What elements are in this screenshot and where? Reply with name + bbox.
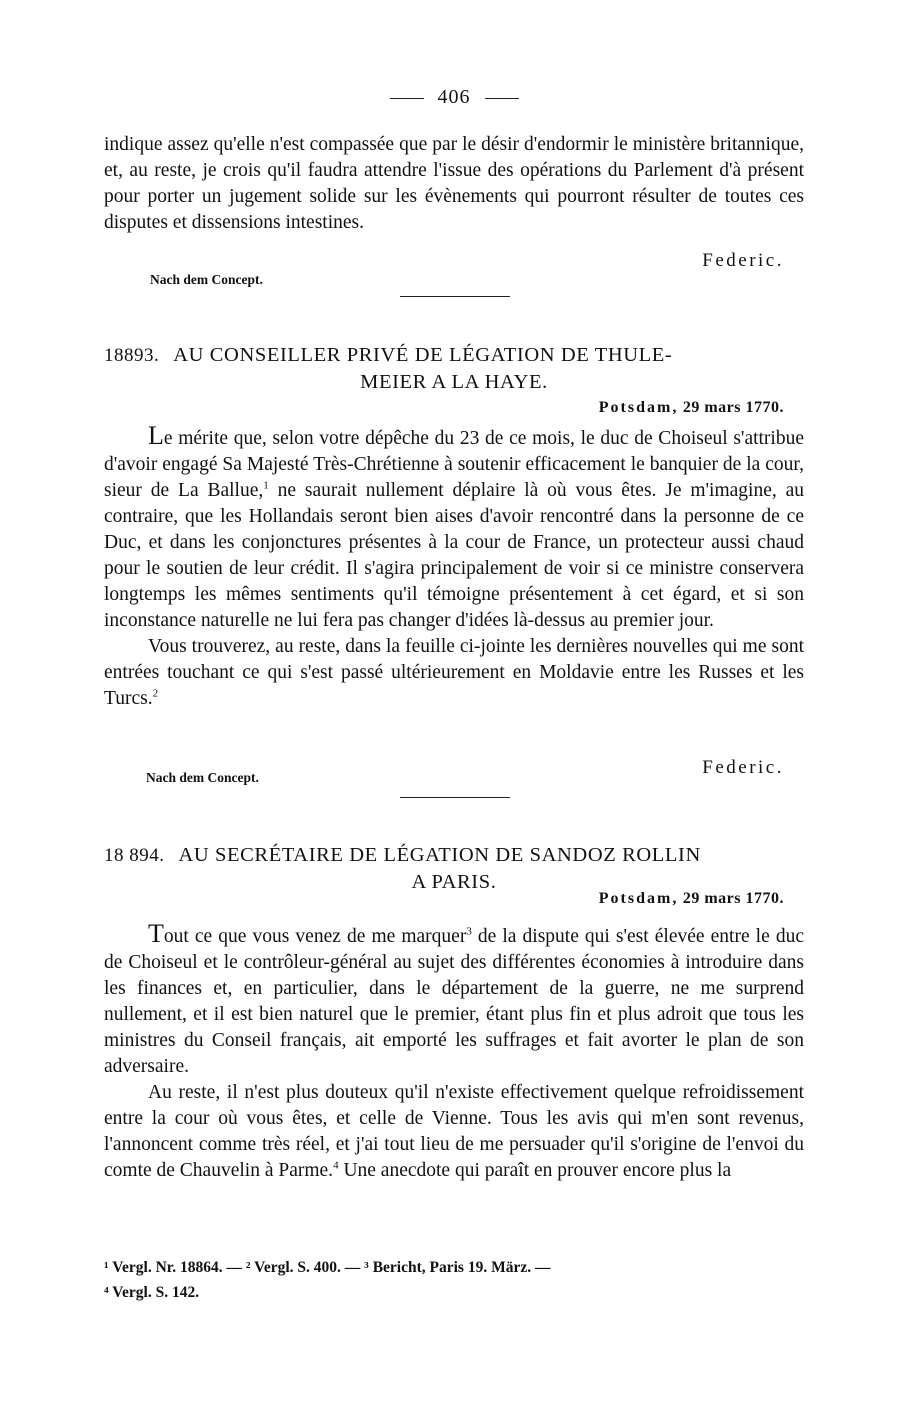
letter-heading [104,842,804,895]
footnote-ref: 2 [152,687,159,700]
page-number: 406 [104,86,804,109]
letter-paragraph: Vous trouverez, au reste, dans la feuille ci-jointe les dernières nouvelles qui me sont entrées touchant ce qui s'est passé ultérieurement en Moldavie entre les Russes et les Turcs.$^2$ [104,636,804,709]
letter-body [104,423,804,712]
letter-heading-line1: AU CONSEILLER PRIVÉ DE LÉGATION DE THULE- [173,344,673,366]
letter-number: 18 894. [104,845,165,866]
letter-heading-line2: MEIER A LA HAYE. [360,371,548,393]
footnote-line: ⁴ Vergl. S. 142. [104,1284,200,1301]
footnote-line: ¹ Vergl. Nr. 18864. — ² Vergl. S. 400. — ³ Bericht, Paris 19. März. — [104,1259,551,1276]
letter-number: 18893. [104,345,160,366]
footnote-ref: 4 [333,1159,339,1172]
footnote-ref: 1 [263,479,269,492]
section-divider [400,797,510,798]
dateline [599,890,784,908]
initial-letter: T [148,919,164,948]
dateline-place: Potsdam, [598,890,679,907]
signature: Federic. [702,250,784,271]
dateline [599,399,784,417]
letter-body [104,921,804,1184]
initial-letter: L [148,421,164,450]
dateline-date: 29 mars 1770. [682,890,784,907]
letter-heading [104,342,804,395]
page-number-dash-left [390,98,424,99]
letter-paragraph: Au reste, il n'est plus douteux qu'il n'existe effectivement quelque refroidissement entre la cour où vous êtes, et celle de Vienne. Tous les avis qui m'en sont revenus, l'annoncent comme très réel, et j'ai tout lieu de me persuader qu'il s'origine de l'envoi du comte de Chauvelin à Parme.$^4$ Une anecdote qui paraît en prouver encore plus la [104,1082,804,1181]
letter-paragraph: Le mérite que, selon votre dépêche du 23 de ce mois, le duc de Choiseul s'attribue d'avoir engagé Sa Majesté Très-Chrétienne à soutenir efficacement le banquier de la cour, sieur de La Ballue,$^1$ ne saurait nullement déplaire là où vous êtes. Je m'imagine, au contraire, que les Hollandais seront bien aises d'avoir rencontré dans la personne de ce Duc, et dans les conjonctures présentes à la cour de France, un protecteur aussi chaud pour le soutien de leur crédit. Il s'agira principalement de voir si ce ministre conservera longtemps les mêmes sentiments qu'il témoigne présentement à cet égard, et si son inconstance naturelle ne lui fera pas changer d'idées là-dessus au premier jour. [104,421,805,631]
dateline-place: Potsdam, [598,399,679,416]
dateline-date: 29 mars 1770. [682,399,784,416]
letter-heading-line2: A PARIS. [411,871,497,893]
source-note: Nach dem Concept. [150,272,263,287]
letter-paragraph: Tout ce que vous venez de me marquer$^3$ de la dispute qui s'est élevée entre le duc de Choiseul et le contrôleur-général au sujet des différentes économies à introduire dans les finances et, en particulier, dans le département de la guerre, ne me surprend nullement, et il est bien naturel que le premier, étant plus fin et plus adroit que tous les ministres du Conseil français, ait emporté les suffrages et fait avorter le plan de son adversaire. [104,919,804,1077]
section-divider [400,296,510,297]
page-number-dash-right [485,98,519,99]
source-note: Nach dem Concept. [146,770,259,785]
continuation-text: indique assez qu'elle n'est compassée que par le désir d'endormir le ministère britannique, et, au reste, je crois qu'il faudra attendre l'issue des opérations du Parlement d'à présent pour porter un jugement solide sur les évènements qui pourront résulter de toutes ces disputes et dissensions intestines. [104,134,804,233]
signature: Federic. [702,757,784,778]
footnote-ref: 3 [466,925,472,938]
footnotes [104,1255,804,1305]
letter-heading-line1: AU SECRÉTAIRE DE LÉGATION DE SANDOZ ROLLIN [178,844,701,866]
document-page [104,0,804,1404]
